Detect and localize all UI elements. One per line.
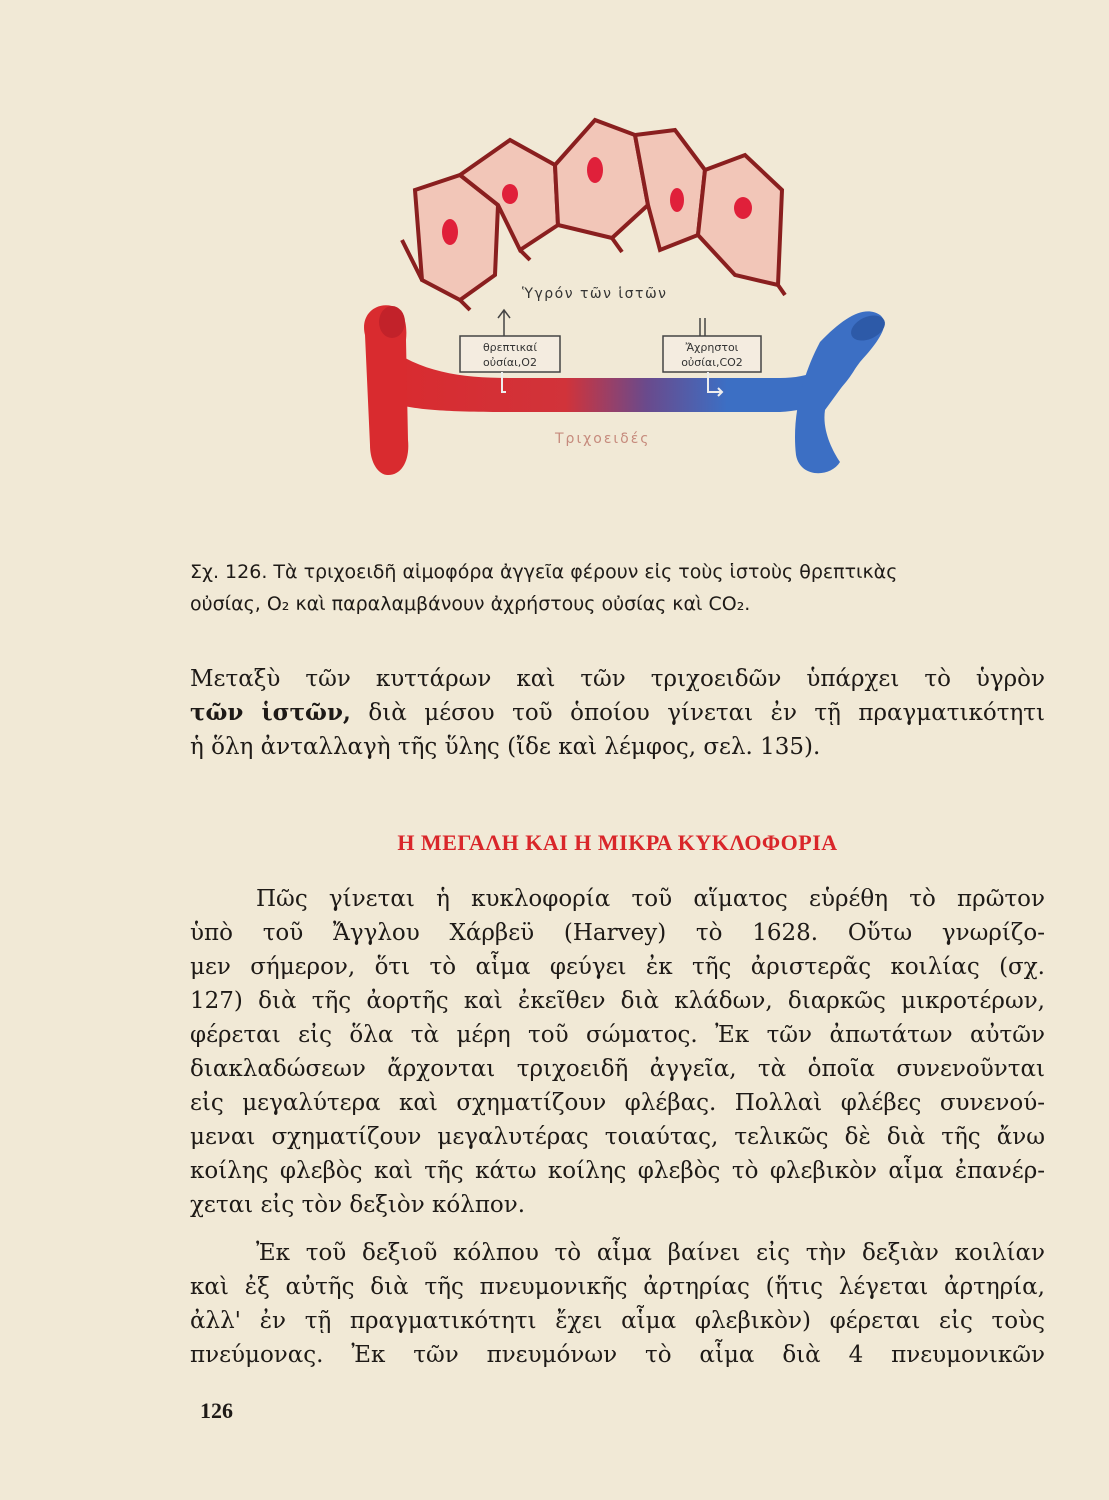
nucleus [442, 219, 458, 245]
text-line: Πῶς γίνεται ἡ κυκλοφορία τοῦ αἵματος εὑρέθη τὸ πρῶτον [256, 886, 1045, 912]
tissue-cells [415, 120, 782, 300]
text-line: 127) διὰ τῆς ἀορτῆς καὶ ἐκεῖθεν διὰ κλάδων, διαρκῶς μικροτέρων, [190, 988, 1045, 1014]
caption-line: οὐσίας, O₂ καὶ παραλαμβάνουν ἀχρήστους οὐσίας καὶ CO₂. [190, 593, 751, 615]
section-heading: Η ΜΕΓΑΛΗ ΚΑΙ Η ΜΙΚΡΑ ΚΥΚΛΟΦΟΡΙΑ [397, 830, 838, 855]
text-line [190, 696, 1045, 730]
blood-vessel [364, 305, 889, 475]
text-line: κοίλης φλεβὸς καὶ τῆς κάτω κοίλης φλεβὸς τὸ φλεβικὸν αἷμα ἐπανέρ- [190, 1158, 1045, 1184]
up-arrow-icon [498, 310, 510, 336]
caption-line: Σχ. 126. Τὰ τριχοειδῆ αἱμοφόρα ἀγγεῖα φέρουν εἰς τοὺς ἱστοὺς θρεπτικὰς [190, 561, 898, 583]
text-line: ὑπὸ τοῦ Ἄγγλου Χάρβεϋ (Harvey) τὸ 1628. Οὕτω γνωρίζο- [190, 920, 1045, 946]
text-line: καὶ ἐξ αὐτῆς διὰ τῆς πνευμονικῆς ἀρτηρίας (ἥτις λέγεται ἀρτηρία, [190, 1274, 1045, 1300]
capillary-diagram [330, 110, 890, 490]
nutrients-label-2: οὐσίαι,O2 [483, 356, 537, 369]
tissue-cell [698, 155, 782, 285]
paragraph-tissue-fluid [190, 662, 1045, 764]
text-line: μεναι σχηματίζουν μεγαλυτέρας τοιαύτας, τελικῶς δὲ διὰ τῆς ἄνω [190, 1124, 1045, 1150]
text-line: εἰς μεγαλύτερα καὶ σχηματίζουν φλέβας. Πολλαὶ φλέβες συνενού- [190, 1090, 1045, 1116]
text-line: πνεύμονας. Ἐκ τῶν πνευμόνων τὸ αἷμα διὰ 4 πνευμονικῶν [190, 1342, 1045, 1368]
page-number: 126 [200, 1398, 233, 1423]
artery-opening [379, 306, 405, 338]
bold-term: τῶν ἱστῶν, [190, 699, 351, 726]
text-line: διακλαδώσεων ἄρχονται τριχοειδῆ ἀγγεῖα, τὰ ὁποῖα συνενοῦνται [190, 1056, 1045, 1082]
text-line: χεται εἰς τὸν δεξιὸν κόλπον. [190, 1192, 526, 1218]
capillary-figure [330, 110, 890, 490]
text-line: μεν σήμερον, ὅτι τὸ αἷμα φεύγει ἐκ τῆς ἀριστερᾶς κοιλίας (σχ. [190, 954, 1045, 980]
waste-label-1: Ἄχρηστοι [685, 341, 739, 354]
nucleus [670, 188, 684, 212]
text-line: φέρεται εἰς ὅλα τὰ μέρη τοῦ σώματος. Ἐκ τῶν ἀπωτάτων αὐτῶν [190, 1022, 1045, 1048]
nutrients-label-1: θρεπτικαί [482, 341, 538, 354]
text-line: ἡ ὅλη ἀνταλλαγὴ τῆς ὕλης (ἴδε καὶ λέμφος, σελ. 135). [190, 734, 821, 760]
text-fragment: διὰ μέσου τοῦ ὁποίου γίνεται ἐν τῇ πραγματικότητι [350, 700, 1045, 726]
waste-label-2: οὐσίαι,CO2 [681, 356, 743, 369]
text-line: ἀλλ' ἐν τῇ πραγματικότητι ἔχει αἷμα φλεβικὸν) φέρεται εἰς τοὺς [190, 1308, 1045, 1334]
tissue-fluid-label: Ὑγρόν τῶν ἱστῶν [522, 286, 668, 302]
capillary-label: Τριχοειδές [555, 431, 651, 447]
paragraph-circulation [190, 882, 1045, 1222]
text-line: Μεταξὺ τῶν κυττάρων καὶ τῶν τριχοειδῶν ὑπάρχει τὸ ὑγρὸν [190, 666, 1045, 692]
paragraph-pulmonary [190, 1236, 1045, 1372]
text-line: Ἐκ τοῦ δεξιοῦ κόλπου τὸ αἷμα βαίνει εἰς τὴν δεξιὰν κοιλίαν [256, 1240, 1045, 1266]
nucleus [587, 157, 603, 183]
capillary-tube [385, 345, 860, 412]
figure-caption [190, 556, 1040, 620]
nucleus [502, 184, 518, 204]
nucleus [734, 197, 752, 219]
tissue-cell [635, 130, 705, 250]
